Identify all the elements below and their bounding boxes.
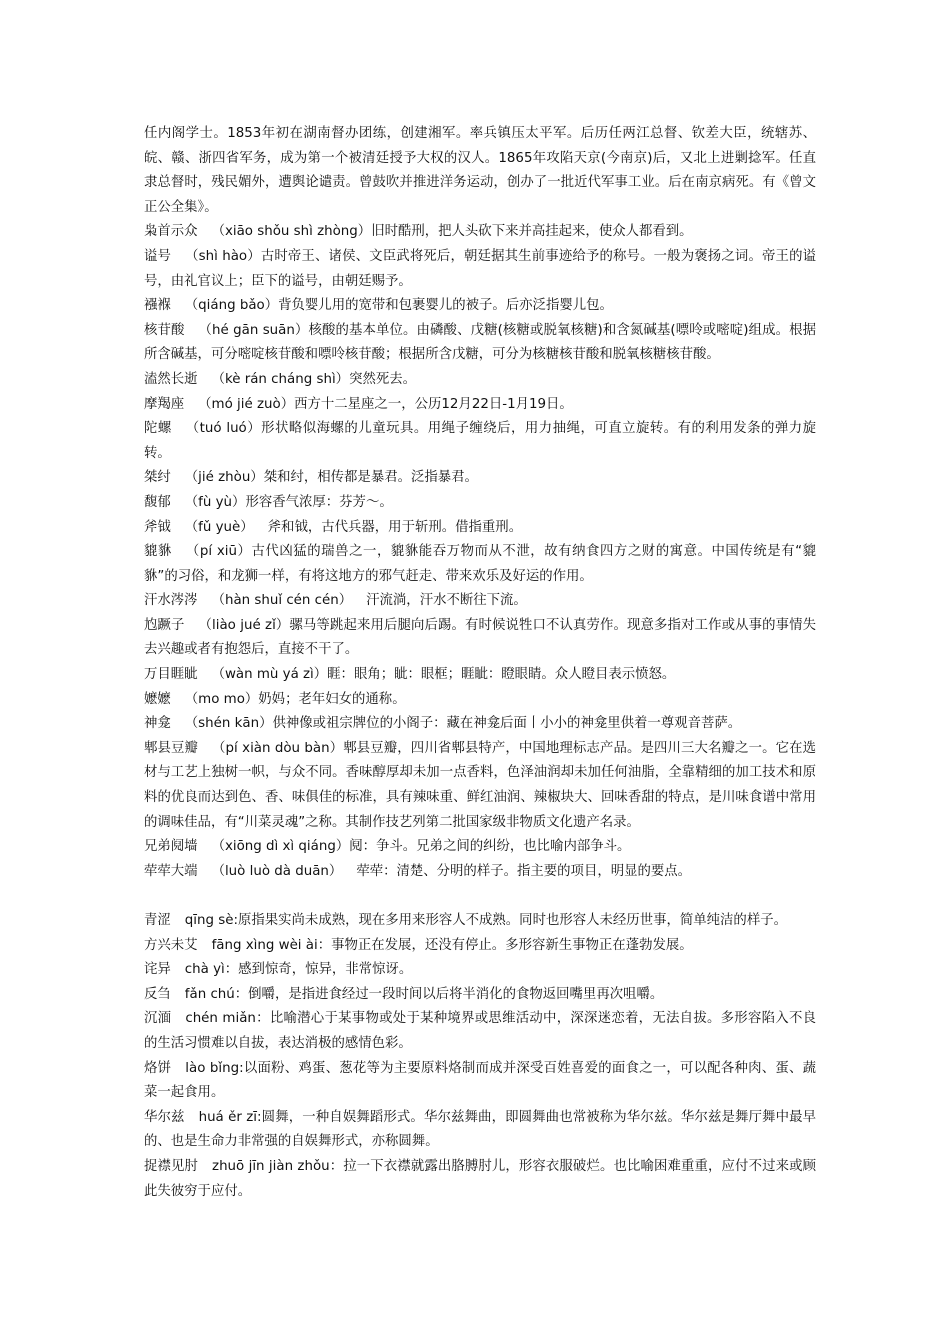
entry-pinyin: lào bǐng: [185, 1060, 244, 1076]
entry-pinyin: （qiáng bǎo） [184, 298, 279, 314]
entry-definition: 斧和钺，古代兵器，用于斩刑。借指重刑。 [267, 519, 523, 535]
entry-term: 捉襟见肘 [144, 1158, 199, 1174]
entry-term: 汗水涔涔 [144, 593, 198, 609]
entry-term: 诧异 [144, 962, 171, 978]
entry-definition: 圆舞，一种自娱舞蹈形式。华尔兹舞曲，即圆舞曲也常被称为华尔兹。华尔兹是舞厅舞中最早的、也是生命力非常强的自娱舞形式，亦称圆舞。 [144, 1109, 817, 1150]
entry-term: 斧钺 [144, 519, 171, 535]
entry-term: 青涩 [144, 913, 171, 928]
entry-tuoluo [144, 417, 816, 466]
entry-term: 尥蹶子 [144, 617, 185, 633]
entry-zhuojinjianzhou [144, 1155, 816, 1204]
entry-term: 溘然长逝 [144, 371, 198, 387]
entry-qingse [144, 909, 816, 934]
entry-pinyin: （shì hào） [185, 248, 261, 264]
entry-pinyin: （luò luò dà duān） [211, 863, 343, 879]
entry-pinyin: （kè rán cháng shì） [211, 371, 350, 387]
entry-term: 兄弟阋墙 [144, 839, 198, 855]
entry-definition: 旧时酷刑，把人头砍下来并高挂起来，使众人都看到。 [371, 224, 693, 240]
entry-pinyin: （tuó luó） [185, 421, 262, 437]
entry-term: 谥号 [144, 248, 172, 264]
entry-definition: 古时帝王、诸侯、文臣武将死后，朝廷据其生前事迹给予的称号。一般为褒扬之词。帝王的谥号，由礼官议上；臣下的谥号，由朝廷赐予。 [144, 248, 817, 289]
entry-term: 方兴未艾 [144, 937, 198, 953]
entry-pinyin: （mo mo） [184, 691, 259, 707]
entry-term: 貔貅 [144, 544, 172, 560]
entry-term: 馥郁 [144, 494, 171, 510]
entry-definition: 供神像或祖宗牌位的小阁子：藏在神龛后面丨小小的神龛里供着一尊观音菩萨。 [272, 716, 742, 732]
entry-pinyin: （hàn shuǐ cén cén） [211, 593, 353, 609]
entry-pinyin: （fù yù） [184, 494, 246, 510]
entry-qiangbao [144, 294, 816, 319]
entry-mojiezuo [144, 393, 816, 418]
entry-definition: 任内阁学士。1853年初在湖南督办团练，创建湘军。率兵镇压太平军。后历任两江总督、钦差大臣，统辖苏、皖、赣、浙四省军务，成为第一个被清廷授予大权的汉人。1865年攻陷天京(今南京)后，又北上进剿捻军。任直隶总督时，残民媚外，遭舆论谴责。曾鼓吹并推进洋务运动，创办了一批近代军事工业。后在南京病死。有《曾文正公全集》。 [144, 126, 816, 215]
entry-pinyin: （wàn mù yá zì） [211, 667, 328, 683]
entry-jiezhou [144, 466, 816, 491]
entry-pinyin: （xiōng dì xì qiáng） [211, 839, 350, 855]
entry-definition: 睚：眼角；眦：眼框；睚眦：瞪眼睛。众人瞪目表示愤怒。 [327, 667, 676, 683]
entry-pixiu [144, 540, 816, 589]
entry-definition: 以面粉、鸡蛋、葱花等为主要原料烙制而成并深受百姓喜爱的面食之一，可以配各种肉、蛋、蔬菜一起食用。 [144, 1060, 817, 1101]
entry-pinyin: （jié zhòu） [184, 470, 264, 486]
entry-pinyin: chén miǎn： [185, 1011, 270, 1027]
entry-momo [144, 688, 816, 713]
entry-term: 反刍 [144, 986, 171, 1002]
entry-pinyin: zhuō jīn jiàn zhǒu： [212, 1158, 344, 1174]
entry-pinyin: （fǔ yuè） [184, 519, 254, 535]
entry-huaerzi [144, 1106, 816, 1155]
entry-shenkan [144, 712, 816, 737]
entry-pinyin: （pí xiàn dòu bàn） [212, 740, 344, 756]
entry-definition: 拉一下衣襟就露出胳膊肘儿，形容衣服破烂。也比喻困难重重，应付不过来或顾此失彼穷于应付。 [144, 1158, 816, 1199]
entry-term: 襁褓 [144, 298, 171, 314]
entry-wanmuyazi [144, 663, 816, 688]
entry-definition: 核酸的基本单位。由磷酸、戊糖(核糖或脱氧核糖)和含氮碱基(嘌呤或嘧啶)组成。根据所含碱基，可分嘧啶核苷酸和嘌呤核苷酸；根据所含戊糖，可分为核糖核苷酸和脱氧核糖核苷酸。 [144, 322, 816, 363]
entry-definition: 比喻潜心于某事物或处于某种境界或思维活动中，深深迷恋着，无法自拔。多形容陷入不良的生活习惯难以自拔，表达消极的感情色彩。 [144, 1011, 817, 1051]
entry-laobing [144, 1057, 816, 1106]
entry-keranchangshi [144, 368, 816, 393]
entry-definition: 事物正在发展，还没有停止。多形容新生事物正在蓬勃发展。 [331, 937, 693, 953]
entry-pinyin: （shén kān） [184, 716, 273, 732]
paragraph-gap [144, 884, 816, 909]
entry-pinyin: huá ěr zī: [198, 1109, 262, 1125]
entry-chenmian [144, 1007, 816, 1056]
entry-definition: 西方十二星座之一，公历12月22日-1月19日。 [294, 396, 573, 412]
entry-definition: 原指果实尚未成熟，现在多用来形容人不成熟。同时也形容人未经历世事，简单纯洁的样子。 [237, 913, 787, 928]
entry-fuyu [144, 491, 816, 516]
entry-heganseuan [144, 319, 816, 368]
entry-term: 荦荦大端 [144, 863, 198, 879]
entry-definition: 郫县豆瓣，四川省郫县特产，中国地理标志产品。是四川三大名瓣之一。它在选材与工艺上独树一帜，与众不同。香味醇厚却未加一点香料，色泽油润却未加任何油脂，全靠精细的加工技术和原料的优良而达到色、香、味俱佳的标准，具有辣味重、鲜红油润、辣椒块大、回味香甜的特点，是川味食谱中常用的调味佳品，有“川菜灵魂”之称。其制作技艺列第二批国家级非物质文化遗产名录。 [144, 740, 817, 830]
entry-xiongdixiqiang [144, 835, 816, 860]
entry-luoluodaduan [144, 860, 816, 885]
entry-term: 陀螺 [144, 421, 172, 437]
entry-term: 万目睚眦 [144, 667, 198, 683]
entry-intro [144, 122, 816, 220]
entry-definition: 倒嚼，是指进食经过一段时间以后将半消化的食物返回嘴里再次咀嚼。 [248, 986, 664, 1002]
entry-definition: 形状略似海螺的儿童玩具。用绳子缠绕后，用力抽绳，可直立旋转。有的利用发条的弹力旋转。 [144, 421, 817, 461]
entry-definition: 荦荦：清楚、分明的样子。指主要的项目，明显的要点。 [356, 863, 692, 879]
entry-pinyin: fǎn chú： [184, 986, 249, 1002]
entry-pinyin: qīng sè: [184, 913, 238, 928]
entry-fangxingweiai [144, 934, 816, 959]
entry-term: 华尔兹 [144, 1109, 185, 1125]
entry-term: 嬷嬷 [144, 691, 171, 707]
entry-hanshuicencen [144, 589, 816, 614]
entry-term: 烙饼 [144, 1060, 172, 1076]
entry-definition: 桀和纣，相传都是暴君。泛指暴君。 [263, 470, 478, 486]
entry-definition: 阋：争斗。兄弟之间的纠纷，也比喻内部争斗。 [349, 839, 631, 855]
entry-term: 核苷酸 [144, 322, 185, 338]
entry-term: 摩羯座 [144, 396, 185, 412]
entry-term: 枭首示众 [144, 224, 198, 240]
entry-term: 桀纣 [144, 470, 171, 486]
entry-chayi [144, 958, 816, 983]
entry-definition: 汗流淌，汗水不断往下流。 [366, 593, 527, 609]
entry-definition: 背负婴儿用的宽带和包裹婴儿的被子。后亦泛指婴儿包。 [278, 298, 613, 314]
entry-term: 郫县豆瓣 [144, 740, 199, 756]
entry-xiaoshoushizhong [144, 220, 816, 245]
entry-definition: 突然死去。 [349, 371, 417, 387]
entry-pinyin: chà yì： [184, 962, 239, 978]
entry-pinyin: （liào jué zǐ） [198, 617, 290, 633]
entry-pinyin: （xiāo shǒu shì zhòng） [211, 224, 372, 240]
entry-definition: 古代凶猛的瑞兽之一，貔貅能吞万物而从不泄，故有纳食四方之财的寓意。中国传统是有“貔貅”的习俗，和龙狮一样，有将这地方的邪气赶走、带来欢乐及好运的作用。 [144, 544, 817, 584]
entry-pinyin: （mó jié zuò） [198, 396, 295, 412]
entry-liaojuezi [144, 614, 816, 663]
entry-pinyin: （pí xiū） [185, 544, 252, 560]
entry-term: 沉湎 [144, 1011, 172, 1027]
entry-definition: 骡马等跳起来用后腿向后踢。有时候说牲口不认真劳作。现意多指对工作或从事的事情失去兴趣或者有抱怨后，直接不干了。 [144, 617, 817, 658]
entry-fuyue [144, 516, 816, 541]
entry-definition: 奶妈；老年妇女的通称。 [258, 691, 406, 707]
entry-pinyin: fāng xìng wèi ài： [211, 937, 332, 953]
document-page [144, 122, 816, 1204]
entry-pinyin: （hé gān suān） [198, 322, 309, 338]
entry-fanchu [144, 983, 816, 1008]
entry-shihao [144, 245, 816, 294]
entry-term: 神龛 [144, 716, 171, 732]
entry-definition: 感到惊奇，惊异，非常惊讶。 [238, 962, 413, 978]
entry-pixiandouban [144, 737, 816, 835]
entry-definition: 形容香气浓厚：芬芳～。 [245, 494, 393, 510]
